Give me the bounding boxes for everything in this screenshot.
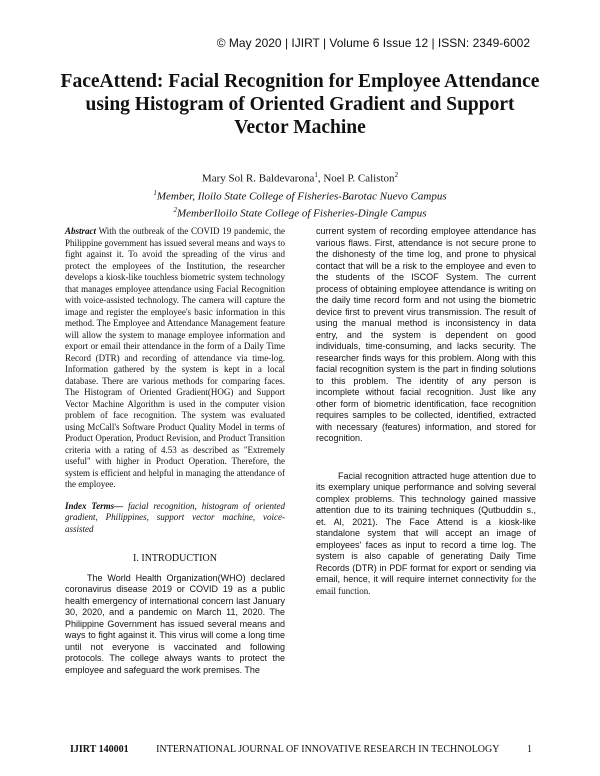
abstract-label: Abstract [65,226,97,236]
author-line: Mary Sol R. Baldevarona$^1$, Noel P. Caliston$^2$ [201,171,399,185]
index-terms-text: facial recognition, histogram of oriented gradient, Philippines, support vector machine, voice-assisted [65,500,285,534]
abstract-text: With the outbreak of the COVID 19 pandemic, the Philippine government has issued several means and ways to fight against it. To avoid the spreading of the virus and protect the employees of the Institution, the researcher develops a kiosk-like touchless biometric system technology that manages employee attendance using Facial Recognition with voice-assisted technology. The camera will capture the image and register the employee's basic information in this method. The Employee and Attendance Management feature will allow the system to manage employee information and export or email their attendance in the form of a Daily Time Record (DTR) and recording of attendance via time-log. Information gathered by the system is kept in a local database. There are various methods for comparing faces. The Histogram of Oriented Gradient(HOG) and Support Vector Machine Algorithm is used in the computer vision problem of face recognition. The system was evaluated using McCall's Software Product Quality Model in terms of Product Operation, Product Revision, and Product Transition criteria with a rating of 4.53 as described as "Extremely useful" with higher in Product Operation. Therefore, the system is efficient and helpful in managing the attendance of the employee. [65,226,285,489]
index-terms [65,501,285,536]
affiliation-1: $^1$Member, Iloilo State College of Fisheries-Barotac Nuevo Campus [153,188,447,203]
page-footer [70,744,532,755]
affiliation-2: $^2$MemberIloilo State College of Fisheries-Dingle Campus [173,206,427,220]
author-2: , Noel P. Caliston [317,172,395,185]
left-column [65,226,285,676]
section-heading-introduction: I. INTRODUCTION [133,553,217,564]
right-column [316,226,536,597]
page-number: 1 [526,744,532,755]
author-1: Mary Sol R. Baldevarona [201,172,315,185]
author-block [60,168,540,221]
abstract-paragraph [65,226,285,491]
paper-code: IJIRT 140001 [70,744,129,755]
journal-name: INTERNATIONAL JOURNAL OF INNOVATIVE RESEARCH IN TECHNOLOGY [156,744,500,755]
right-paragraph-1: current system of recording employee attendance has various flaws. First, attendance is not secure prone to the dishonesty of the time log, and prone to physical contact that will be a risk to the employee and even to the students of the ISCOF System. The current process of obtaining employee attendance is writing on the daily time record form and not using the biometric device first to prevent virus transmission. The result of using the manual method is inconsistency in data entry, and the system is dependent on good individuals, time-consuming, and lacks security. The researcher finds ways for this problem. Along with this facial recognition system is the part in finding solutions to this problem. The identity of any person is incomplete without facial recognition. Just like any other form of biometric identification, face recognition requires samples to be collected, identified, extracted with necessary (features) information, and stored for recognition. [316,226,536,443]
journal-header: © May 2020 | IJIRT | Volume 6 Issue 12 | ISSN: 2349-6002 [216,36,530,50]
index-terms-label: Index Terms— [65,500,124,511]
right-paragraph-2: Facial recognition attracted huge attention due to its exemplary unique performance and solving several complex problems. This technology gained massive attention due to its training techniques (Qutbuddin s., et. Al, 2021). The Face Attend is a kiosk-like standalone system that will accept an image of employees' faces as input to record a time log. The system is also capable of generating Daily Time Records (DTR) in PDF format for export or sending via email, hence, it will require internet connectivity for the email function. [316,470,536,596]
paper-title: FaceAttend: Facial Recognition for Employee Attendance using Histogram of Oriented Gradient and Support Vector Machine [60,71,540,138]
intro-paragraph-1: The World Health Organization(WHO) declared coronavirus disease 2019 or COVID 19 as a public health emergency of international concern last January 30, 2020, and a pandemic on March 11, 2020. The Philippine Government has issued several means and ways to fight against it. This virus will come a long time until not everyone is vaccinated and following protocols. The college always wants to protect the employee and safeguard the work premises. The [65,572,285,675]
